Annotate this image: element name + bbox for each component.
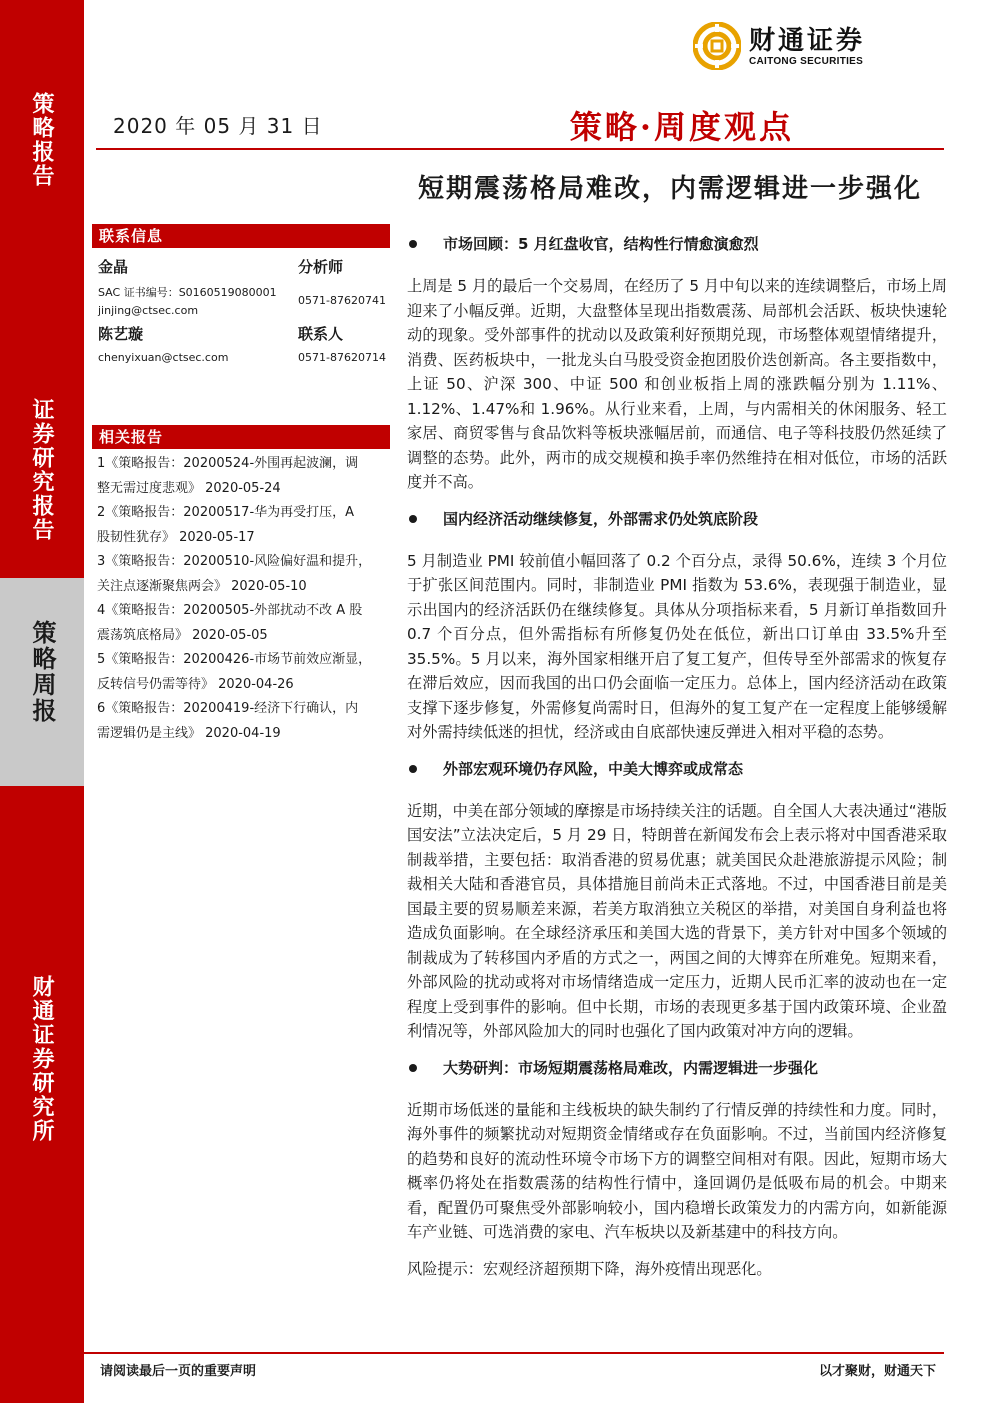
contact-role: 联系人 (298, 325, 344, 343)
sidebar-label-institute (0, 975, 84, 1143)
report-date: 2020 年 05 月 31 日 (113, 114, 323, 138)
section-body-outlook: 近期市场低迷的量能和主线板块的缺失制约了行情反弹的持续性和力度。同时，海外事件的频繁扰动对短期资金情绪或存在负面影响。不过，当前国内经济修复的趋势和良好的流动性环境令市场下方的调整空间相对有限。因此，短期市场大概率仍将处在指数震荡的结构性行情中，逢回调仍是低吸布局的机会。中期来看，配置仍可聚焦受外部影响较小，国内稳增长政策发力的内需方向，如新能源车产业链、可选消费的家电、汽车板块以及新基建中的科技方向。 (407, 1100, 947, 1241)
related-reports-list (97, 452, 389, 746)
related-report-line: 6《策略报告：20200419-经济下行确认，内 (97, 701, 359, 716)
related-report-item[interactable] (97, 648, 389, 697)
section-title-domestic-economy (407, 507, 947, 531)
section-title-text: 国内经济活动继续修复，外部需求仍处筑底阶段 (443, 509, 759, 528)
section-title-external-risk (407, 757, 947, 781)
sidebar-text-institute: 财通证券研究所 (29, 975, 55, 1143)
related-report-line: 4《策略报告：20200505-外部扰动不改 A 股 (97, 603, 363, 618)
sidebar-text-research-report: 证券研究报告 (29, 398, 55, 542)
logo-name-en: CAITONG SECURITIES (749, 55, 864, 67)
related-report-line: 3《策略报告：20200510-风险偏好温和提升， (97, 554, 372, 569)
section-body-external-risk: 近期，中美在部分领域的摩擦是市场持续关注的话题。自全国人大表决通过“港版国安法”立法决定后，5 月 29 日，特朗普在新闻发布会上表示将对中国香港采取制裁举措，主要包括：取消香港的贸易优惠；就美国民众赴港旅游提示风险；制裁相关大陆和香港官员，具体措施目前尚未正式落地。不过，中国香港目前是美国最主要的贸易顺差来源，若美方取消独立关税区的举措，对美国自身利益也将造成负面影响。在全球经济承压和美国大选的背景下，美方针对中国多个领域的制裁成为了转移国内矛盾的方式之一，两国之间的大博弈在所难免。短期来看，外部风险的扰动或将对市场情绪造成一定压力，近期人民币汇率的波动也在一定程度上受到事件的影响。但中长期，市场的表现更多基于国内政策环境、企业盈利情况等，外部风险加大的同时也强化了国内政策对冲方向的逻辑。 (407, 801, 947, 1040)
related-report-item[interactable] (97, 452, 389, 501)
related-report-item[interactable] (97, 501, 389, 550)
sidebar-label-strategy-report (0, 92, 84, 188)
section-title-market-review (407, 232, 947, 256)
related-report-line: 震荡筑底格局》 2020-05-05 (97, 627, 268, 643)
related-report-line: 2《策略报告：20200517-华为再受打压，A (97, 505, 355, 520)
related-report-line: 5《策略报告：20200426-市场节前效应渐显， (97, 652, 372, 667)
section-body-market-review: 上周是 5 月的最后一个交易周，在经历了 5 月中旬以来的连续调整后，市场上周迎来了小幅反弹。近期，大盘整体呈现出指数震荡、局部机会活跃、板块快速轮动的现象。受外部事件的扰动以及政策利好预期兑现，市场整体观望情绪提升，消费、医药板块中，一批龙头白马股受资金抱团股价迭创新高。各主要指数中，上证 50、沪深 300、中证 500 和创业板指上周的涨跌幅分别为 1.11%、1.12%、1.47%和 1.96%。从行业来看，上周，与内需相关的休闲服务、轻工家居、商贸零售与食品饮料等板块涨幅居前，而通信、电子等科技股仍然延续了调整的态势。此外，两市的成交规模和换手率仍然维持在相对低位，市场的活跃度并不高。 (407, 277, 947, 491)
contact-phone: 0571-87620714 (298, 351, 386, 364)
footer-disclaimer-link[interactable]: 请阅读最后一页的重要声明 (100, 1364, 257, 1379)
report-type-heading: 策略·周度观点 (569, 108, 794, 146)
sidebar-text-weekly: 策略周报 (28, 620, 57, 724)
bullet-icon (409, 240, 417, 248)
section-body-domestic-economy: 5 月制造业 PMI 较前值小幅回落了 0.2 个百分点，录得 50.6%，连续 3 个月位于扩张区间范围内。同时，非制造业 PMI 指数为 53.6%，表现强于制造业，显示出国内的经济活跃仍在继续修复。具体从分项指标来看，5 月新订单指数回升 0.7 个百分点，但外需指标有所修复仍处在低位，新出口订单由 33.5%升至 35.5%。5 月以来，海外国家相继开启了复工复产，但传导至外部需求的恢复存在滞后效应，因而我国的出口仍会面临一定压力。总体上，国内经济活动在政策支撑下逐步修复，外需修复尚需时日，但海外的复工复产在一定程度上能够缓解对外需持续低迷的担忧，经济或由自底部快速反弹进入相对平稳的态势。 (407, 551, 947, 741)
sidebar-gray-block (0, 578, 84, 786)
contact-list (92, 248, 390, 398)
footer-slogan: 以才聚财，财通天下 (818, 1364, 936, 1379)
contact-email: chenyixuan@ctsec.com (98, 351, 229, 364)
caitong-logo-icon (693, 22, 741, 70)
bullet-icon (409, 765, 417, 773)
section-title-text: 外部宏观环境仍存风险，中美大博弈或成常态 (443, 759, 744, 778)
report-title: 短期震荡格局难改，内需逻辑进一步强化 (417, 174, 922, 204)
left-sidebar (0, 0, 84, 1403)
related-reports-heading: 相关报告 (92, 425, 390, 449)
risk-warning: 风险提示：宏观经济超预期下降，海外疫情出现恶化。 (407, 1259, 772, 1278)
contact-panel (92, 224, 390, 398)
analyst-email: jinjing@ctsec.com (98, 304, 199, 317)
footer-divider (84, 1352, 944, 1354)
related-report-item[interactable] (97, 697, 389, 746)
sidebar-label-research-report (0, 398, 84, 542)
bullet-icon (409, 515, 417, 523)
analyst-role: 分析师 (298, 258, 344, 276)
logo-name-cn: 财通证券 (749, 25, 866, 56)
related-report-item[interactable] (97, 550, 389, 599)
sidebar-text-strategy-report: 策略报告 (29, 92, 55, 188)
header-divider (96, 148, 944, 150)
analyst-sac-number: SAC 证书编号：S0160519080001 (98, 286, 277, 299)
contact-heading: 联系信息 (92, 224, 390, 248)
related-report-line: 关注点逐渐聚焦两会》 2020-05-10 (97, 578, 307, 594)
related-report-line: 反转信号仍需等待》 2020-04-26 (97, 676, 294, 692)
contact-name: 陈艺璇 (98, 325, 144, 343)
analyst-name: 金晶 (98, 258, 129, 276)
sidebar-label-weekly (0, 620, 84, 724)
related-report-line: 股韧性犹存》 2020-05-17 (97, 529, 255, 545)
main-content (407, 232, 947, 1281)
related-report-line: 整无需过度悲观》 2020-05-24 (97, 480, 281, 496)
related-report-line: 1《策略报告：20200524-外围再起波澜，调 (97, 456, 359, 471)
analyst-phone: 0571-87620741 (298, 294, 386, 307)
section-title-text: 大势研判：市场短期震荡格局难改，内需逻辑进一步强化 (443, 1058, 819, 1077)
related-report-item[interactable] (97, 599, 389, 648)
bullet-icon (409, 1064, 417, 1072)
related-report-line: 需逻辑仍是主线》 2020-04-19 (97, 725, 281, 741)
related-reports-header (92, 425, 390, 449)
company-logo (693, 20, 923, 72)
section-title-outlook (407, 1056, 947, 1080)
section-title-text: 市场回顾：5 月红盘收官，结构性行情愈演愈烈 (443, 235, 759, 253)
